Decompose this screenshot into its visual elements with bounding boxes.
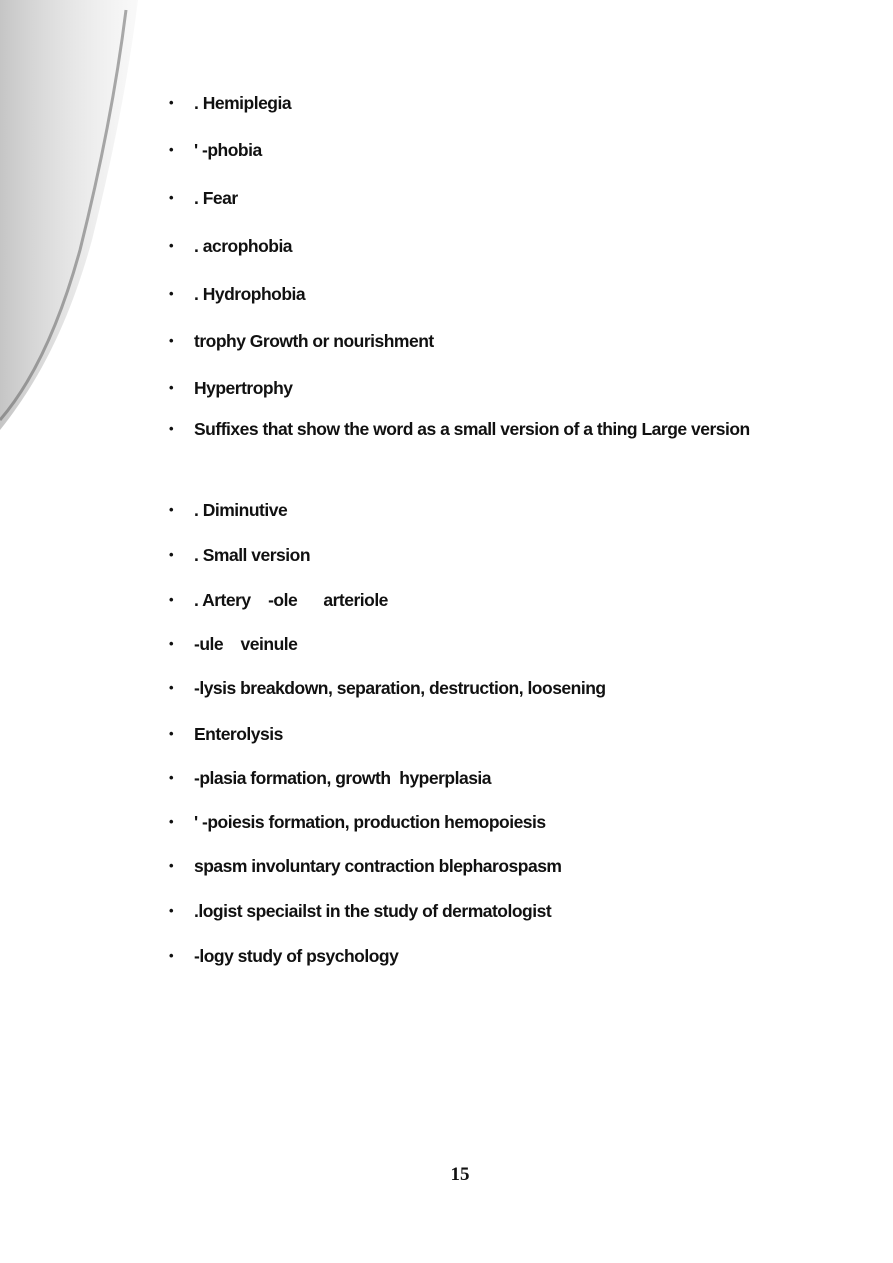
bullet-dot: • — [168, 502, 174, 517]
bullet-dot: • — [168, 814, 174, 829]
list-item-text: Enterolysis — [194, 724, 283, 744]
bullet-dot: • — [168, 286, 174, 301]
list-item-text: . Artery -ole arteriole — [194, 590, 388, 610]
list-item-text: .logist speciailst in the study of dermatologist — [194, 901, 552, 921]
bullet-dot: • — [168, 190, 174, 205]
list-item-text: ' -poiesis formation, production hemopoiesis — [194, 812, 546, 832]
list-item-text: . Hydrophobia — [194, 284, 306, 304]
bullet-dot: • — [168, 636, 174, 651]
list-item-text: trophy Growth or nourishment — [194, 331, 434, 351]
list-item-text: -plasia formation, growth hyperplasia — [194, 768, 492, 788]
list-item-text: Suffixes that show the word as a small version of a thing Large version — [194, 419, 750, 439]
bullet-dot: • — [168, 858, 174, 873]
page-number: 15 — [450, 1164, 470, 1185]
list-item-text: Hypertrophy — [194, 378, 293, 398]
list-item-text: -lysis breakdown, separation, destruction, loosening — [194, 678, 606, 698]
bullet-dot: • — [168, 238, 174, 253]
bullet-dot: • — [168, 903, 174, 918]
bullet-dot: • — [168, 95, 174, 110]
list-item-text: -logy study of psychology — [194, 946, 399, 966]
bullet-dot: • — [168, 380, 174, 395]
list-item-text: . Diminutive — [194, 500, 288, 520]
list-item-text: . acrophobia — [194, 236, 293, 256]
list-item-text: . Small version — [194, 545, 311, 565]
bullet-dot: • — [168, 680, 174, 695]
bullet-dot: • — [168, 142, 174, 157]
bullet-dot: • — [168, 421, 174, 436]
list-item-text: -ule veinule — [194, 634, 298, 654]
bullet-dot: • — [168, 726, 174, 741]
bullet-dot: • — [168, 948, 174, 963]
list-item-text: . Hemiplegia — [194, 93, 292, 113]
bullet-dot: • — [168, 592, 174, 607]
bullet-dot: • — [168, 333, 174, 348]
list-item-text: . Fear — [194, 188, 238, 208]
list-item-text: spasm involuntary contraction blepharospasm — [194, 856, 562, 876]
list-item-text: ' -phobia — [194, 140, 262, 160]
bullet-dot: • — [168, 770, 174, 785]
bullet-dot: • — [168, 547, 174, 562]
